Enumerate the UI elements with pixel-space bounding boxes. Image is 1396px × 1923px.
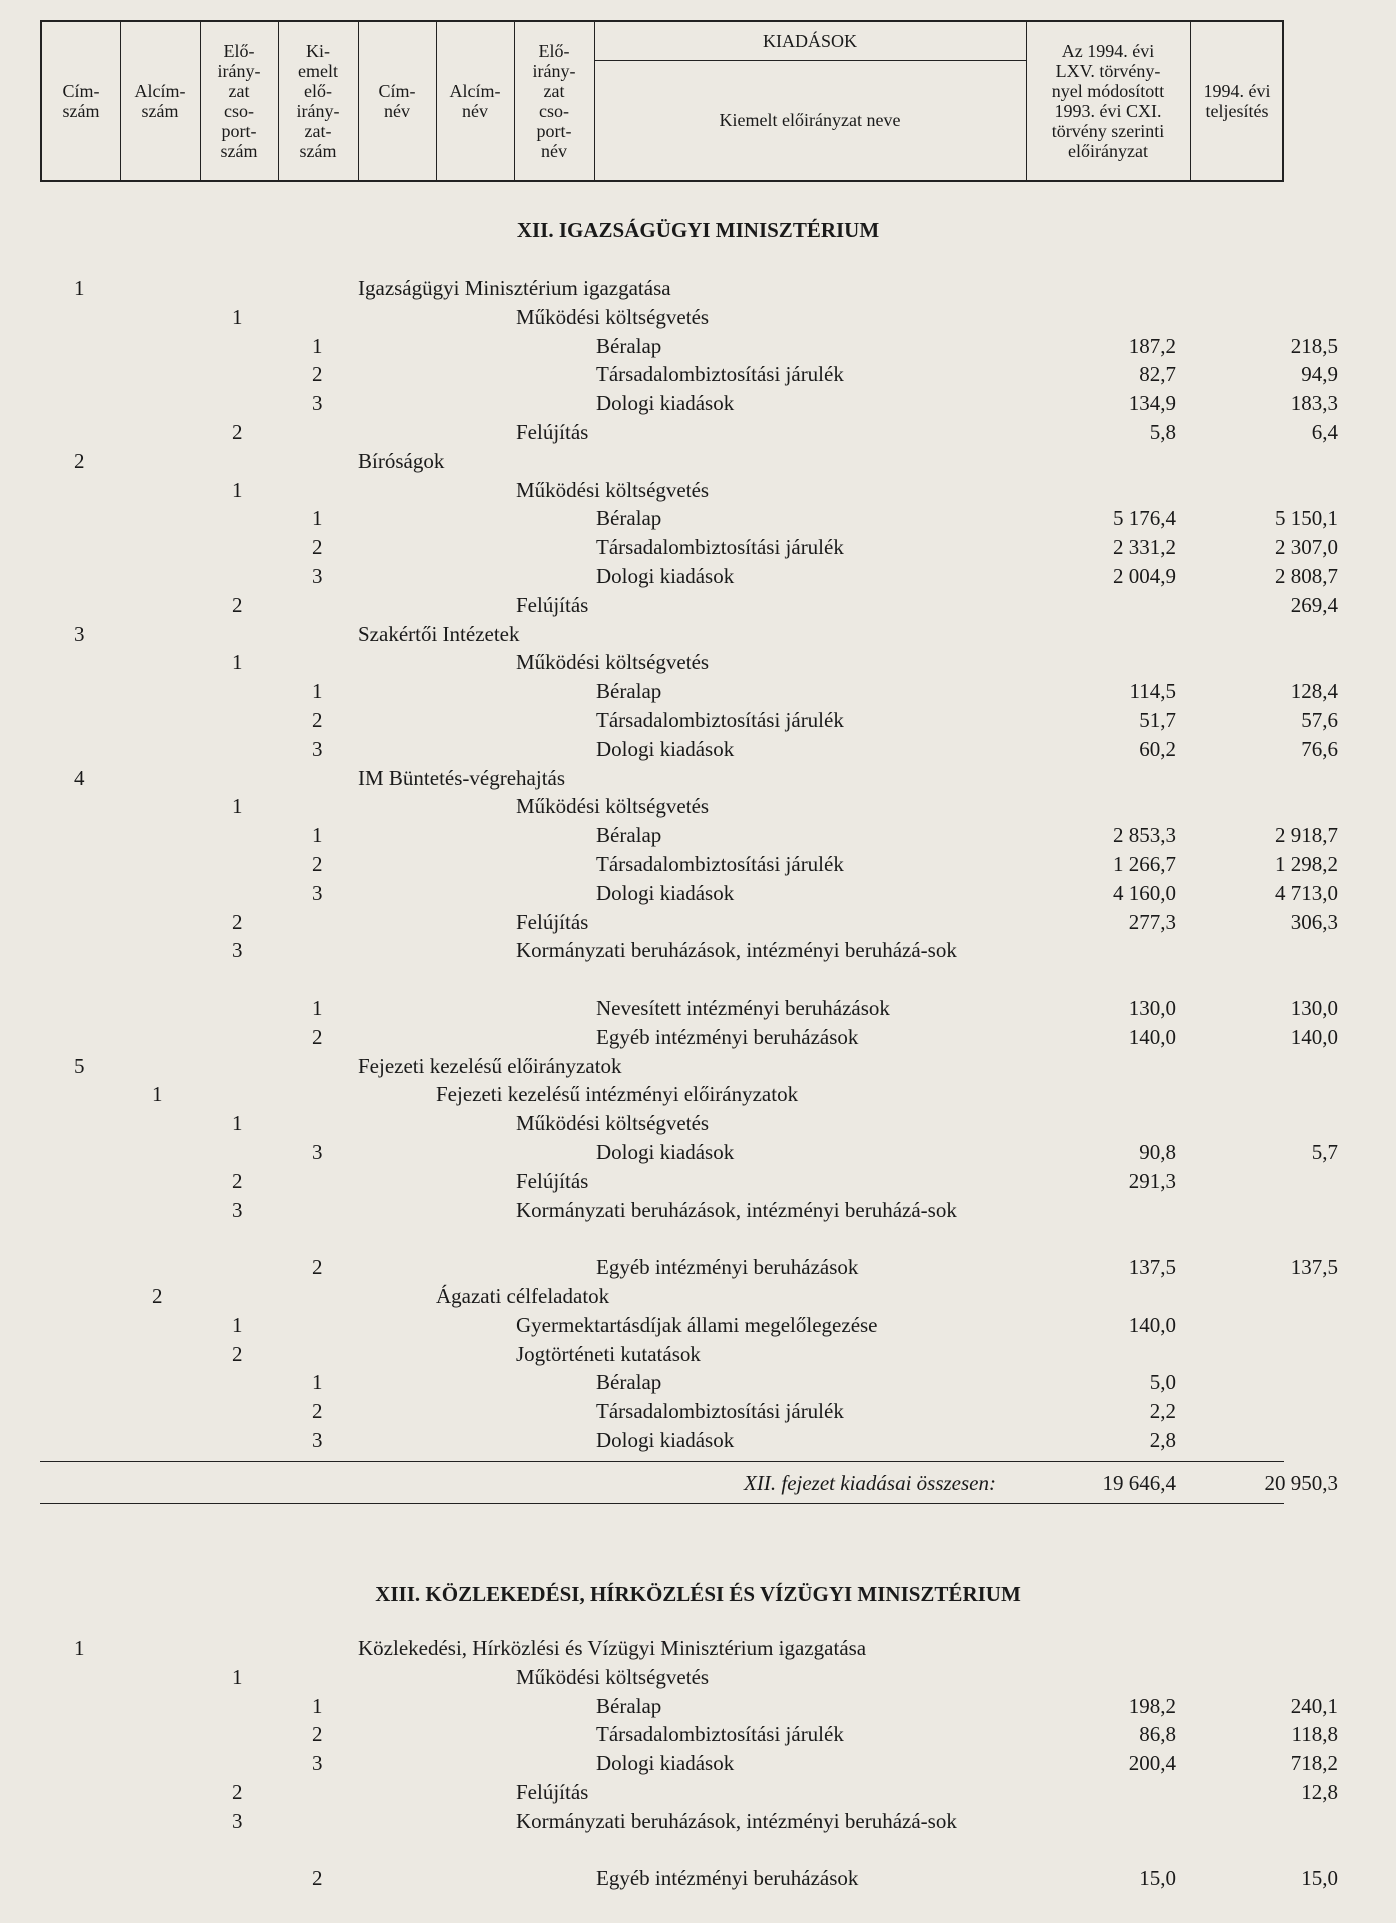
row-kiem-number: 1 — [312, 333, 323, 358]
row-cim-number: 2 — [74, 448, 85, 473]
table-row — [0, 1368, 1396, 1396]
row-name: Működési költségvetés — [516, 304, 710, 329]
row-kiem-number: 3 — [312, 880, 323, 905]
row-eloiranyzat-value: 2,2 — [1149, 1399, 1176, 1424]
table-row — [0, 1807, 1396, 1835]
table-row — [0, 908, 1396, 936]
row-eloiranyzat-value: 114,5 — [1129, 679, 1176, 704]
row-kiem-number: 2 — [312, 362, 323, 387]
row-cim-number: 3 — [74, 621, 85, 646]
row-name: Béralap — [596, 333, 662, 358]
row-eloiranyzat-value: 5 176,4 — [1113, 506, 1176, 531]
table-row — [0, 1663, 1396, 1691]
row-eloiranyzat-value: 15,0 — [1139, 1866, 1176, 1891]
table-row — [0, 1426, 1396, 1454]
header-kiemelt-szam: Ki- emelt elő- irány- zat- szám — [296, 41, 340, 161]
row-csop-number: 1 — [232, 304, 243, 329]
row-name: Működési költségvetés — [516, 1664, 710, 1689]
row-eloiranyzat-value: 86,8 — [1139, 1722, 1176, 1747]
header-cim-nev: Cím- név — [378, 81, 416, 121]
row-name: Béralap — [596, 679, 662, 704]
row-kiem-number: 2 — [312, 1024, 323, 1049]
table-row — [0, 562, 1396, 590]
table-row — [0, 677, 1396, 705]
section-title: XII. IGAZSÁGÜGYI MINISZTÉRIUM — [516, 218, 880, 242]
row-kiem-number: 2 — [312, 1399, 323, 1424]
row-name: Működési költségvetés — [516, 794, 710, 819]
row-name: Dologi kiadások — [596, 1428, 735, 1452]
row-eloiranyzat-value: 291,3 — [1128, 1168, 1176, 1193]
header-kiemelt-nev: Kiemelt előirányzat neve — [719, 110, 901, 130]
row-name: Közlekedési, Hírközlési és Vízügyi Minisztérium igazgatása — [358, 1636, 867, 1660]
row-alcim-number: 2 — [152, 1284, 163, 1308]
row-csop-number: 2 — [232, 420, 243, 444]
total-eloiranyzat: 19 646,4 — [1102, 1470, 1176, 1495]
row-eloiranyzat-value: 60,2 — [1139, 736, 1176, 761]
row-name: Kormányzati beruházások, intézményi beruházá-sok — [516, 938, 957, 963]
row-csop-number: 3 — [232, 1808, 243, 1833]
row-name: Dologi kiadások — [596, 564, 735, 588]
row-name: Felújítás — [516, 1168, 589, 1193]
table-row — [0, 274, 1396, 302]
row-csop-number: 1 — [232, 794, 243, 819]
row-kiem-number: 1 — [312, 1370, 323, 1395]
row-name: Dologi kiadások — [596, 880, 735, 905]
total-label: XII. fejezet kiadásai összesen: — [744, 1470, 996, 1495]
row-teljesites-value: 118,8 — [1291, 1722, 1338, 1747]
header-alcim-nev: Alcím- név — [449, 81, 501, 121]
row-eloiranyzat-value: 198,2 — [1128, 1693, 1176, 1718]
row-kiem-number: 2 — [312, 1866, 323, 1891]
table-row — [0, 303, 1396, 331]
row-kiem-number: 2 — [312, 1255, 323, 1280]
table-row — [0, 1720, 1396, 1748]
row-csop-number: 2 — [232, 1168, 243, 1193]
row-name: IM Büntetés-végrehajtás — [358, 765, 566, 790]
table-row — [0, 879, 1396, 907]
row-cim-number: 1 — [74, 1636, 85, 1660]
row-eloiranyzat-value: 140,0 — [1128, 1024, 1176, 1049]
row-name: Felújítás — [516, 592, 589, 617]
row-kiem-number: 3 — [312, 564, 323, 588]
row-name: Működési költségvetés — [516, 477, 710, 502]
row-teljesites-value: 137,5 — [1290, 1255, 1338, 1280]
row-eloiranyzat-value: 134,9 — [1128, 391, 1176, 416]
row-eloiranyzat-value: 2,8 — [1149, 1428, 1176, 1452]
row-eloiranyzat-value: 90,8 — [1139, 1140, 1176, 1164]
row-teljesites-value: 718,2 — [1290, 1751, 1338, 1776]
table-row — [0, 735, 1396, 763]
table-row — [0, 1253, 1396, 1281]
row-teljesites-value: 240,1 — [1290, 1693, 1338, 1718]
row-eloiranyzat-value: 51,7 — [1139, 708, 1176, 732]
row-name: Béralap — [596, 823, 662, 848]
row-name: Felújítás — [516, 1780, 589, 1804]
table-row — [0, 1692, 1396, 1720]
total-teljesites: 20 950,3 — [1264, 1470, 1338, 1495]
row-eloiranyzat-value: 277,3 — [1128, 909, 1176, 934]
row-eloiranyzat-value: 2 331,2 — [1113, 535, 1176, 560]
row-name: Felújítás — [516, 420, 589, 444]
row-name: Szakértői Intézetek — [358, 621, 520, 646]
row-name: Társadalombiztosítási járulék — [596, 708, 844, 732]
table-row — [0, 1109, 1396, 1137]
row-kiem-number: 1 — [312, 1693, 323, 1718]
row-csop-number: 1 — [232, 1664, 243, 1689]
row-name: Nevesített intézményi beruházások — [596, 996, 890, 1020]
table-row — [0, 1052, 1396, 1080]
row-name: Felújítás — [516, 909, 589, 934]
row-csop-number: 2 — [232, 592, 243, 617]
row-name: Igazságügyi Minisztérium igazgatása — [358, 276, 671, 300]
row-name: Működési költségvetés — [516, 1111, 710, 1136]
row-teljesites-value: 5 150,1 — [1275, 506, 1338, 531]
row-teljesites-value: 2 808,7 — [1275, 564, 1338, 588]
row-teljesites-value: 76,6 — [1301, 736, 1338, 761]
table-row — [0, 706, 1396, 734]
table-row — [0, 1864, 1396, 1892]
section-total — [0, 1467, 1396, 1499]
row-name: Jogtörténeti kutatások — [516, 1341, 701, 1366]
row-kiem-number: 3 — [312, 1140, 323, 1164]
row-eloiranyzat-value: 130,0 — [1128, 996, 1176, 1020]
table-row — [0, 504, 1396, 532]
row-csop-number: 1 — [232, 1111, 243, 1136]
row-name: Működési költségvetés — [516, 650, 710, 675]
table-row — [0, 1080, 1396, 1108]
row-teljesites-value: 6,4 — [1311, 420, 1338, 444]
row-eloiranyzat-value: 200,4 — [1128, 1751, 1176, 1776]
row-kiem-number: 3 — [312, 1428, 323, 1452]
row-kiem-number: 2 — [312, 708, 323, 732]
row-teljesites-value: 1 298,2 — [1275, 852, 1338, 876]
row-eloiranyzat-value: 82,7 — [1139, 362, 1176, 387]
row-csop-number: 3 — [232, 1197, 243, 1222]
row-name: Dologi kiadások — [596, 1751, 735, 1776]
table-row — [0, 1167, 1396, 1195]
row-eloiranyzat-value: 4 160,0 — [1113, 880, 1176, 905]
row-name: Béralap — [596, 506, 662, 531]
table-row — [0, 418, 1396, 446]
row-name: Társadalombiztosítási járulék — [596, 535, 844, 560]
row-csop-number: 3 — [232, 938, 243, 963]
row-kiem-number: 3 — [312, 736, 323, 761]
header-kiadasok: KIADÁSOK — [763, 31, 857, 51]
table-row — [0, 821, 1396, 849]
row-kiem-number: 1 — [312, 506, 323, 531]
row-teljesites-value: 12,8 — [1301, 1780, 1338, 1804]
table-row — [0, 476, 1396, 504]
table-row — [0, 1749, 1396, 1777]
row-kiem-number: 2 — [312, 852, 323, 876]
row-name: Fejezeti kezelésű intézményi előirányzatok — [436, 1082, 799, 1107]
row-name: Béralap — [596, 1370, 662, 1395]
row-eloiranyzat-value: 137,5 — [1128, 1255, 1176, 1280]
header-cim-szam: Cím- szám — [62, 81, 100, 121]
row-name: Béralap — [596, 1693, 662, 1718]
table-row — [0, 1397, 1396, 1425]
row-name: Kormányzati beruházások, intézményi beruházá-sok — [516, 1808, 957, 1833]
row-name: Kormányzati beruházások, intézményi beruházá-sok — [516, 1197, 957, 1222]
row-teljesites-value: 2 307,0 — [1275, 535, 1338, 560]
row-teljesites-value: 218,5 — [1290, 333, 1338, 358]
row-kiem-number: 1 — [312, 679, 323, 704]
row-teljesites-value: 4 713,0 — [1275, 880, 1338, 905]
total-rule-bottom — [40, 1503, 1284, 1504]
row-kiem-number: 3 — [312, 391, 323, 416]
row-teljesites-value: 130,0 — [1290, 996, 1338, 1020]
row-teljesites-value: 57,6 — [1301, 708, 1338, 732]
row-cim-number: 4 — [74, 765, 85, 790]
row-alcim-number: 1 — [152, 1082, 163, 1107]
header-alcim-szam: Alcím- szám — [134, 81, 186, 121]
row-name: Dologi kiadások — [596, 391, 735, 416]
table-row — [0, 1778, 1396, 1806]
row-csop-number: 2 — [232, 1780, 243, 1804]
table-row — [0, 591, 1396, 619]
table-row — [0, 533, 1396, 561]
table-row — [0, 936, 1396, 964]
row-kiem-number: 2 — [312, 1722, 323, 1747]
section-title: XIII. KÖZLEKEDÉSI, HÍRKÖZLÉSI ÉS VÍZÜGYI MINISZTÉRIUM — [375, 1582, 1021, 1606]
table-row — [0, 1634, 1396, 1662]
row-name: Ágazati célfeladatok — [436, 1284, 610, 1308]
table-row — [0, 332, 1396, 360]
row-teljesites-value: 5,7 — [1311, 1140, 1338, 1164]
row-name: Egyéb intézményi beruházások — [596, 1024, 859, 1049]
row-name: Bíróságok — [358, 448, 445, 473]
row-teljesites-value: 15,0 — [1301, 1866, 1338, 1891]
total-rule-top — [40, 1461, 1284, 1462]
row-kiem-number: 1 — [312, 823, 323, 848]
row-name: Dologi kiadások — [596, 1140, 735, 1164]
row-teljesites-value: 94,9 — [1301, 362, 1338, 387]
table-row — [0, 648, 1396, 676]
row-name: Társadalombiztosítási járulék — [596, 1722, 844, 1747]
table-row — [0, 1282, 1396, 1310]
row-name: Egyéb intézményi beruházások — [596, 1866, 859, 1891]
header-eloiranyzat: Az 1994. évi LXV. törvény- nyel módosított 1993. évi CXI. törvény szerinti előirányzat — [1051, 41, 1165, 161]
row-name: Fejezeti kezelésű előirányzatok — [358, 1053, 622, 1078]
row-name: Dologi kiadások — [596, 736, 735, 761]
row-eloiranyzat-value: 5,8 — [1149, 420, 1176, 444]
row-name: Társadalombiztosítási járulék — [596, 1399, 844, 1424]
row-kiem-number: 2 — [312, 535, 323, 560]
table-row — [0, 994, 1396, 1022]
row-teljesites-value: 140,0 — [1290, 1024, 1338, 1049]
row-teljesites-value: 128,4 — [1290, 679, 1338, 704]
row-csop-number: 1 — [232, 1312, 243, 1337]
row-eloiranyzat-value: 2 004,9 — [1113, 564, 1176, 588]
table-row — [0, 389, 1396, 417]
row-eloiranyzat-value: 140,0 — [1128, 1312, 1176, 1337]
table-row — [0, 1023, 1396, 1051]
row-kiem-number: 1 — [312, 996, 323, 1020]
table-row — [0, 792, 1396, 820]
table-row — [0, 764, 1396, 792]
row-cim-number: 5 — [74, 1053, 85, 1078]
header-eloir-csop-nev: Elő- irány- zat cso- port- név — [532, 41, 576, 161]
row-name: Gyermektartásdíjak állami megelőlegezése — [516, 1312, 878, 1337]
row-name: Egyéb intézményi beruházások — [596, 1255, 859, 1280]
row-eloiranyzat-value: 2 853,3 — [1113, 823, 1176, 848]
row-teljesites-value: 269,4 — [1290, 592, 1338, 617]
table-row — [0, 620, 1396, 648]
row-teljesites-value: 306,3 — [1290, 909, 1338, 934]
row-eloiranyzat-value: 1 266,7 — [1113, 852, 1176, 876]
row-eloiranyzat-value: 187,2 — [1128, 333, 1176, 358]
row-name: Társadalombiztosítási járulék — [596, 852, 844, 876]
table-header — [40, 20, 1284, 182]
row-teljesites-value: 183,3 — [1290, 391, 1338, 416]
row-eloiranyzat-value: 5,0 — [1149, 1370, 1176, 1395]
table-row — [0, 1196, 1396, 1224]
table-row — [0, 850, 1396, 878]
row-csop-number: 1 — [232, 650, 243, 675]
row-csop-number: 2 — [232, 1341, 243, 1366]
table-row — [0, 447, 1396, 475]
table-row — [0, 360, 1396, 388]
row-csop-number: 1 — [232, 477, 243, 502]
row-name: Társadalombiztosítási járulék — [596, 362, 844, 387]
table-row — [0, 1340, 1396, 1368]
row-teljesites-value: 2 918,7 — [1275, 823, 1338, 848]
header-teljesites: 1994. évi teljesítés — [1203, 81, 1271, 121]
header-eloir-csop-szam: Elő- irány- zat cso- port- szám — [217, 41, 261, 161]
row-cim-number: 1 — [74, 276, 85, 300]
row-kiem-number: 3 — [312, 1751, 323, 1776]
table-row — [0, 1311, 1396, 1339]
table-row — [0, 1138, 1396, 1166]
row-csop-number: 2 — [232, 909, 243, 934]
